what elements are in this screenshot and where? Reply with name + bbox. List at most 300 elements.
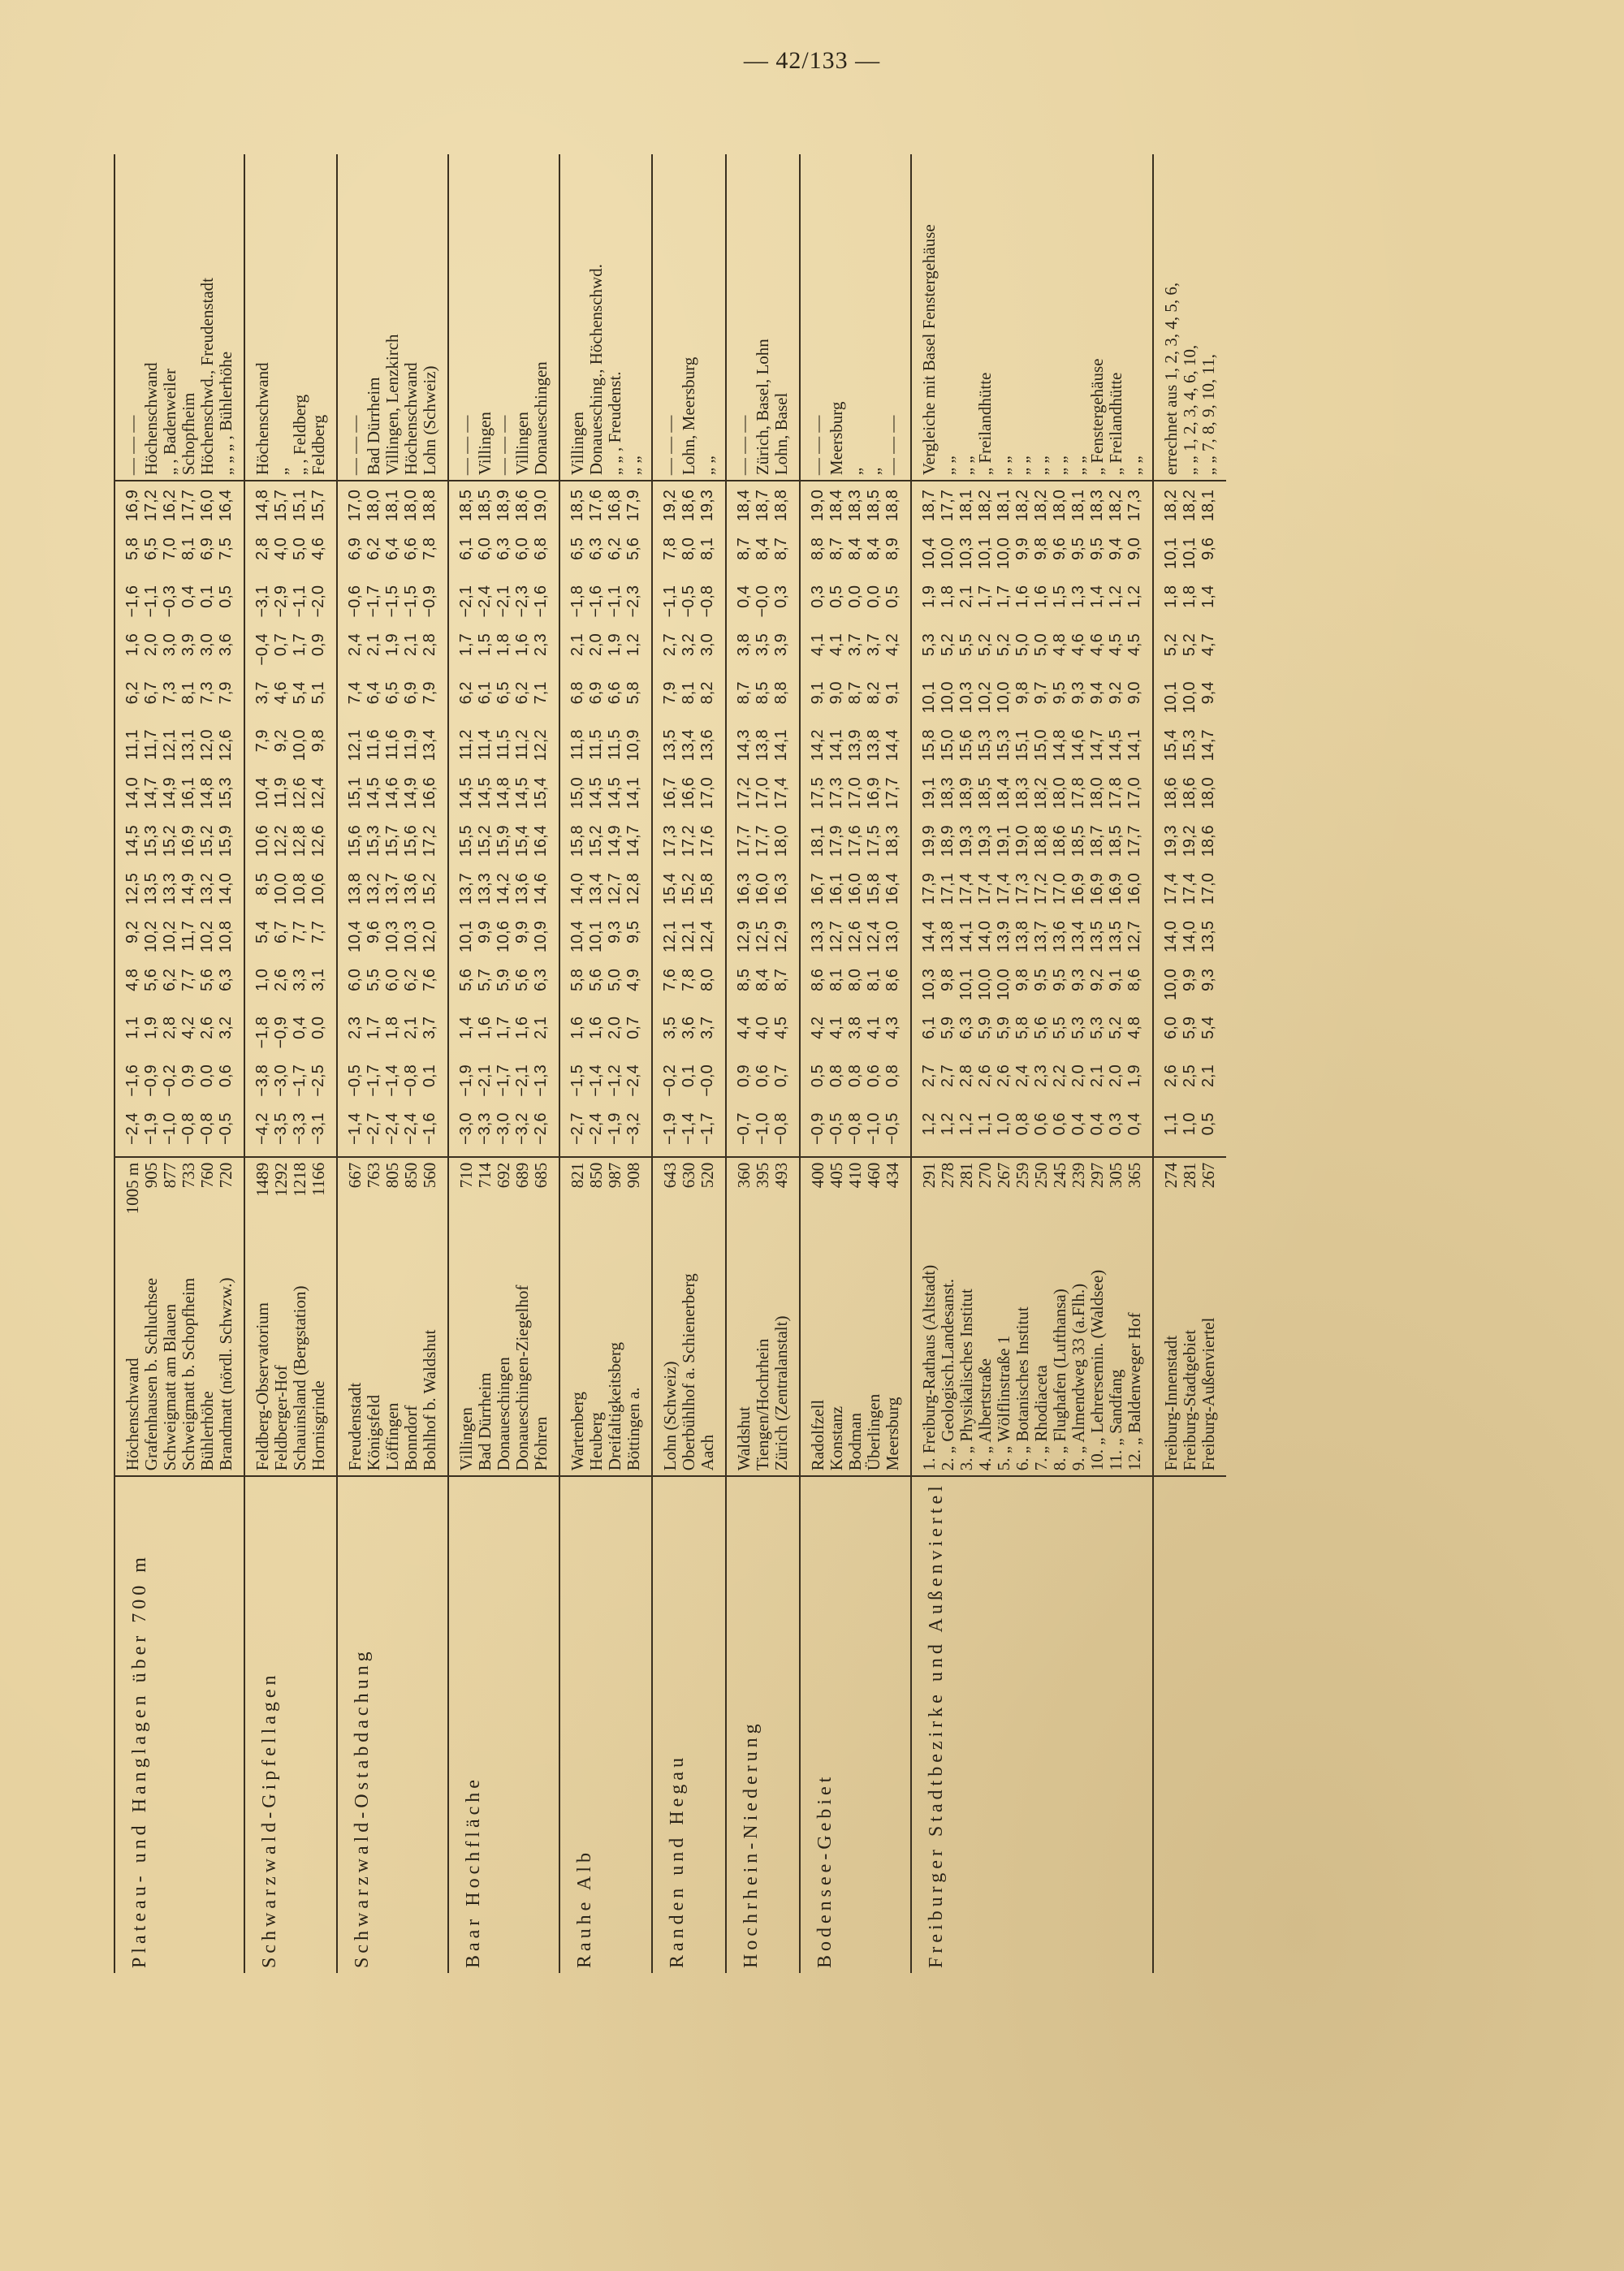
- temperature-value: −0,9: [800, 1108, 827, 1157]
- temperature-value: 12,1: [337, 724, 365, 772]
- temperature-value: 2,7: [911, 1060, 939, 1107]
- temperature-value: 4,1: [800, 628, 827, 676]
- temperature-value: 4,0: [754, 1017, 771, 1039]
- station-name: Brandmatt (nördl. Schwzw.): [216, 1277, 235, 1471]
- station-altitude: 297: [1088, 1157, 1107, 1221]
- temperature-value: 14,5: [114, 820, 142, 868]
- temperature-value: 16,4: [217, 481, 244, 533]
- temperature-value: 15,7: [383, 825, 401, 857]
- temperature-value: 15,0: [559, 772, 587, 820]
- station-altitude: 763: [365, 1157, 383, 1221]
- temperature-value: 0,5: [1199, 1112, 1217, 1136]
- temperature-value: 14,0: [559, 868, 587, 916]
- temperature-value: −0,9: [272, 1017, 290, 1049]
- station-name: Freiburg-Außenviertel: [1199, 1317, 1218, 1471]
- temperature-value: 7,7: [179, 969, 197, 991]
- temperature-value: 16,3: [726, 868, 754, 916]
- temperature-value: 2,1: [532, 1017, 550, 1039]
- temperature-value: 7,6: [652, 964, 680, 1012]
- temperature-value: 0,0: [865, 585, 883, 608]
- temperature-value: 17,7: [754, 825, 771, 857]
- temperature-value: 10,1: [1153, 677, 1181, 725]
- temperature-value: 9,8: [1013, 969, 1031, 991]
- station-altitude: 720: [217, 1157, 244, 1221]
- temperature-value: 8,0: [698, 969, 716, 991]
- temperature-value: 7,8: [680, 969, 698, 991]
- comparison-stations: Villingen: [512, 412, 532, 476]
- table-row: [448, 154, 476, 1973]
- temperature-value: 11,2: [448, 724, 476, 772]
- temperature-value: 15,6: [337, 820, 365, 868]
- temperature-value: 13,6: [1051, 921, 1069, 953]
- station-name: Schweigmatt b. Schopfheim: [179, 1277, 198, 1471]
- temperature-value: 12,2: [272, 825, 290, 857]
- temperature-value: 18,8: [883, 481, 911, 533]
- temperature-value: 19,0: [800, 481, 827, 533]
- station-altitude: 1166: [309, 1157, 337, 1221]
- temperature-value: 8,7: [827, 538, 845, 560]
- temperature-value: 18,6: [1199, 825, 1217, 857]
- temperature-value: 5,5: [365, 969, 382, 991]
- temperature-value: 19,3: [1153, 820, 1181, 868]
- temperature-value: 15,2: [587, 825, 605, 857]
- temperature-value: 18,7: [911, 481, 939, 533]
- comparison-stations: „ „: [1031, 455, 1051, 476]
- temperature-value: 8,0: [680, 538, 698, 560]
- temperature-value: 2,1: [1199, 1064, 1217, 1088]
- temperature-value: −1,1: [291, 585, 309, 618]
- temperature-value: 9,3: [606, 921, 624, 943]
- temperature-value: 14,8: [1051, 729, 1069, 762]
- temperature-value: 6,0: [513, 538, 531, 560]
- station-name: Pfohren: [531, 1416, 551, 1471]
- temperature-value: 13,8: [337, 868, 365, 916]
- rotated-table-container: [114, 154, 1510, 1973]
- temperature-value: 6,2: [161, 969, 179, 991]
- temperature-value: 8,8: [772, 681, 790, 705]
- temperature-value: 2,8: [161, 1017, 179, 1039]
- temperature-value: 2,5: [1181, 1064, 1199, 1088]
- temperature-value: −0,5: [217, 1112, 235, 1146]
- temperature-value: 4,8: [1125, 1017, 1143, 1039]
- temperature-value: 2,1: [365, 633, 382, 657]
- temperature-value: 14,7: [1199, 729, 1217, 762]
- temperature-value: 15,3: [217, 777, 235, 810]
- temperature-value: 13,8: [939, 921, 957, 953]
- temperature-value: 17,2: [680, 825, 698, 857]
- temperature-value: 6,5: [383, 681, 401, 705]
- comparison-stations: Zürich, Basel, Lohn: [753, 339, 772, 476]
- comparison-stations: Höchenschwand: [401, 362, 421, 476]
- temperature-value: 7,0: [161, 538, 179, 560]
- temperature-value: 17,4: [772, 777, 790, 810]
- temperature-value: 6,8: [532, 538, 550, 560]
- temperature-value: 16,9: [1069, 873, 1087, 905]
- temperature-value: 15,0: [1032, 729, 1050, 762]
- temperature-value: 9,5: [1069, 538, 1087, 560]
- temperature-value: 6,6: [402, 538, 420, 560]
- station-name: 11. „ Sandfang: [1106, 1369, 1125, 1471]
- temperature-value: −1,4: [680, 1112, 698, 1146]
- temperature-value: 16,9: [865, 777, 883, 810]
- climate-table-body: [114, 154, 1226, 1973]
- temperature-value: 9,0: [827, 681, 845, 705]
- temperature-value: 10,2: [976, 681, 994, 714]
- temperature-value: 12,2: [532, 729, 550, 762]
- comparison-stations: „ „: [698, 455, 717, 476]
- temperature-value: −1,3: [532, 1064, 550, 1097]
- temperature-value: 18,7: [1088, 825, 1106, 857]
- temperature-value: 14,4: [883, 729, 901, 762]
- temperature-value: 5,0: [291, 538, 309, 560]
- temperature-value: 0,9: [726, 1060, 754, 1107]
- station-name: Tiengen/Hochrhein: [753, 1338, 772, 1471]
- station-altitude: 395: [754, 1157, 772, 1221]
- temperature-value: 6,3: [532, 969, 550, 991]
- temperature-value: 17,5: [865, 825, 883, 857]
- temperature-value: 0,0: [198, 1064, 216, 1088]
- station-altitude: 278: [939, 1157, 957, 1221]
- temperature-value: 8,4: [865, 538, 883, 560]
- temperature-value: −2,6: [532, 1112, 550, 1146]
- temperature-value: −2,4: [476, 585, 494, 618]
- temperature-value: −2,1: [513, 1064, 531, 1097]
- station-name: Schauinsland (Bergstation): [290, 1285, 309, 1471]
- station-name: Freiburg-Innenstadt: [1153, 1221, 1181, 1476]
- temperature-value: 13,9: [995, 921, 1013, 953]
- temperature-value: 8,8: [800, 533, 827, 581]
- temperature-value: 5,4: [244, 916, 272, 964]
- temperature-value: 18,5: [476, 481, 495, 533]
- temperature-value: 10,0: [939, 681, 957, 714]
- temperature-value: 10,1: [448, 916, 476, 964]
- temperature-value: 10,6: [309, 873, 327, 905]
- temperature-value: −1,6: [114, 1060, 142, 1107]
- temperature-value: 2,0: [587, 633, 605, 657]
- temperature-value: 8,1: [680, 681, 698, 705]
- temperature-value: 0,7: [272, 633, 290, 657]
- page-number-header: — 42/133 —: [743, 47, 881, 74]
- temperature-value: 12,4: [865, 921, 883, 953]
- temperature-value: 16,9: [179, 825, 197, 857]
- comparison-stations: „ „ 7, 8, 9, 10, 11,: [1199, 354, 1218, 476]
- temperature-value: 9,9: [1013, 538, 1031, 560]
- temperature-value: 19,3: [957, 825, 975, 857]
- temperature-value: 9,2: [1107, 681, 1125, 705]
- temperature-value: 15,2: [198, 825, 216, 857]
- temperature-value: 16,3: [772, 873, 790, 905]
- temperature-value: 17,7: [883, 777, 901, 810]
- temperature-value: 4,4: [726, 1012, 754, 1060]
- temperature-value: 13,3: [800, 916, 827, 964]
- temperature-value: 16,4: [532, 825, 550, 857]
- temperature-value: 5,6: [587, 969, 605, 991]
- comparison-stations: „ „: [1069, 455, 1088, 476]
- temperature-value: 13,2: [365, 873, 382, 905]
- temperature-value: −1,0: [865, 1112, 883, 1146]
- temperature-value: −0,5: [883, 1112, 901, 1146]
- temperature-value: 1,6: [587, 1017, 605, 1039]
- temperature-value: 0,5: [217, 585, 235, 608]
- temperature-value: 3,7: [421, 1017, 438, 1039]
- station-altitude: 405: [827, 1157, 846, 1221]
- temperature-value: 5,4: [1199, 1017, 1217, 1039]
- temperature-value: 17,2: [142, 481, 161, 533]
- comparison-stations: „ Freilandhütte: [975, 372, 995, 476]
- temperature-value: −2,7: [365, 1112, 382, 1146]
- temperature-value: 13,8: [865, 729, 883, 762]
- temperature-value: 6,3: [957, 1017, 975, 1039]
- table-row: [726, 154, 754, 1973]
- temperature-value: 13,5: [1107, 921, 1125, 953]
- temperature-value: 8,1: [179, 538, 197, 560]
- temperature-value: 8,4: [754, 538, 771, 560]
- temperature-value: 8,4: [846, 538, 864, 560]
- temperature-value: 15,1: [291, 481, 309, 533]
- temperature-value: 4,5: [1107, 633, 1125, 657]
- station-altitude: 1218: [291, 1157, 309, 1221]
- temperature-value: −1,7: [365, 1064, 382, 1097]
- temperature-value: 10,3: [402, 921, 420, 953]
- temperature-value: 9,7: [1032, 681, 1050, 705]
- temperature-value: −1,7: [291, 1064, 309, 1097]
- station-altitude: 360: [726, 1157, 754, 1221]
- temperature-value: 9,6: [365, 921, 382, 943]
- station-name: Feldberger-Hof: [271, 1365, 291, 1471]
- temperature-value: 0,8: [883, 1064, 901, 1088]
- comparison-stations: „ „: [938, 455, 957, 476]
- temperature-value: 6,1: [911, 1012, 939, 1060]
- temperature-value: 18,5: [865, 481, 883, 533]
- temperature-value: 5,8: [624, 681, 642, 705]
- temperature-value: 18,9: [495, 481, 513, 533]
- temperature-value: 7,9: [652, 677, 680, 725]
- station-name: Feldberg-Observatorium: [244, 1221, 272, 1476]
- temperature-value: 18,7: [754, 481, 772, 533]
- temperature-value: 0,8: [846, 1064, 864, 1088]
- temperature-value: 19,1: [995, 825, 1013, 857]
- temperature-value: 2,8: [421, 633, 438, 657]
- temperature-value: 5,5: [957, 633, 975, 657]
- station-altitude: 805: [383, 1157, 402, 1221]
- temperature-value: 18,5: [559, 481, 587, 533]
- temperature-value: 10,9: [532, 921, 550, 953]
- temperature-value: 9,5: [1088, 538, 1106, 560]
- temperature-value: 3,7: [865, 633, 883, 657]
- station-altitude: 987: [606, 1157, 624, 1221]
- station-name: Waldshut: [726, 1221, 754, 1476]
- temperature-value: 5,1: [309, 681, 327, 705]
- temperature-value: 3,6: [680, 1017, 698, 1039]
- temperature-value: 1,0: [1181, 1112, 1199, 1136]
- region-label: Bodensee-Gebiet: [800, 1476, 911, 1973]
- comparison-stations: „ „: [1050, 455, 1069, 476]
- temperature-value: 5,4: [291, 681, 309, 705]
- temperature-value: 0,6: [217, 1064, 235, 1088]
- temperature-value: 9,4: [1107, 538, 1125, 560]
- temperature-value: 1,7: [976, 585, 994, 608]
- temperature-value: 8,7: [772, 969, 790, 991]
- temperature-value: 1,6: [1032, 585, 1050, 608]
- temperature-value: 7,5: [217, 538, 235, 560]
- temperature-value: 9,2: [1088, 969, 1106, 991]
- temperature-value: 0,3: [800, 581, 827, 628]
- temperature-value: 11,5: [587, 729, 605, 760]
- temperature-value: 1,0: [244, 964, 272, 1012]
- temperature-value: 10,8: [217, 921, 235, 953]
- temperature-value: 10,3: [957, 538, 975, 570]
- temperature-value: 9,5: [624, 921, 642, 943]
- temperature-value: 9,8: [939, 969, 957, 991]
- temperature-value: 11,7: [179, 921, 197, 952]
- temperature-value: 13,0: [883, 921, 901, 953]
- temperature-value: −0,8: [198, 1112, 216, 1146]
- temperature-value: 8,2: [865, 681, 883, 705]
- temperature-value: 5,0: [1032, 633, 1050, 657]
- temperature-value: 10,0: [272, 873, 290, 905]
- temperature-value: 3,7: [846, 633, 864, 657]
- comparison-stations: Donaueschingen: [531, 361, 551, 476]
- comparison-stations: — — —: [800, 154, 827, 481]
- temperature-value: 15,1: [1013, 729, 1031, 762]
- station-name: 9. „ Almendweg 33 (a.Flh.): [1069, 1283, 1088, 1471]
- temperature-value: −1,8: [244, 1012, 272, 1060]
- temperature-value: 15,3: [1181, 729, 1199, 762]
- temperature-value: 1,3: [1069, 585, 1087, 608]
- comparison-stations: — — —: [652, 154, 680, 481]
- temperature-value: 2,8: [244, 533, 272, 581]
- temperature-value: 18,0: [1199, 777, 1217, 810]
- region-label: [1153, 1476, 1226, 1973]
- temperature-value: 14,7: [1088, 729, 1106, 762]
- temperature-value: −0,9: [142, 1064, 160, 1097]
- temperature-value: −2,1: [476, 1064, 494, 1097]
- station-altitude: 281: [1181, 1157, 1199, 1221]
- temperature-value: 17,8: [1069, 777, 1087, 810]
- temperature-value: 19,2: [652, 481, 680, 533]
- temperature-value: 0,8: [1013, 1112, 1031, 1136]
- station-name: Schweigmatt am Blauen: [160, 1303, 179, 1471]
- temperature-value: 2,1: [957, 585, 975, 608]
- station-altitude: 821: [559, 1157, 587, 1221]
- temperature-value: 10,1: [957, 969, 975, 1001]
- temperature-value: 1,7: [995, 585, 1013, 608]
- temperature-value: 14,8: [495, 777, 512, 810]
- temperature-value: −1,5: [559, 1060, 587, 1107]
- temperature-value: 3,5: [652, 1012, 680, 1060]
- temperature-value: 15,6: [957, 729, 975, 762]
- temperature-value: 14,2: [800, 724, 827, 772]
- temperature-value: 9,9: [513, 921, 531, 943]
- temperature-value: −2,7: [559, 1108, 587, 1157]
- region-label: Freiburger Stadtbezirke und Außenviertel: [911, 1476, 1153, 1973]
- temperature-value: 15,2: [680, 873, 698, 905]
- temperature-value: −0,5: [680, 585, 698, 618]
- temperature-value: 17,5: [800, 772, 827, 820]
- station-altitude: 560: [421, 1157, 448, 1221]
- temperature-value: 6,7: [272, 921, 290, 943]
- station-name: Meersburg: [883, 1397, 902, 1471]
- temperature-value: −2,4: [587, 1112, 605, 1146]
- temperature-value: 7,4: [337, 677, 365, 725]
- temperature-value: 12,4: [698, 921, 716, 953]
- temperature-value: 18,5: [1069, 825, 1087, 857]
- temperature-value: 2,0: [1069, 1064, 1087, 1088]
- temperature-value: 14,9: [402, 777, 420, 810]
- temperature-value: 0,6: [754, 1064, 771, 1088]
- temperature-value: 15,2: [476, 825, 494, 857]
- temperature-value: 8,5: [754, 681, 771, 705]
- temperature-value: −0,7: [726, 1108, 754, 1157]
- temperature-value: 4,2: [800, 1012, 827, 1060]
- station-name: Bonndorf: [401, 1405, 421, 1471]
- temperature-value: 17,0: [1125, 777, 1143, 810]
- temperature-value: 15,4: [652, 868, 680, 916]
- temperature-value: 0,4: [726, 581, 754, 628]
- temperature-value: 9,4: [1088, 681, 1106, 705]
- comparison-stations: „ „ „ , Bühlerhöhe: [216, 351, 235, 476]
- temperature-value: 18,6: [1181, 777, 1199, 810]
- temperature-value: 10,0: [1181, 681, 1199, 714]
- temperature-value: 3,3: [291, 969, 309, 991]
- temperature-value: 1,5: [1051, 585, 1069, 608]
- temperature-value: 3,9: [772, 633, 790, 657]
- temperature-value: 4,8: [114, 964, 142, 1012]
- temperature-value: 18,0: [402, 481, 421, 533]
- temperature-value: 1,9: [1125, 1064, 1143, 1088]
- temperature-value: 3,6: [217, 633, 235, 657]
- temperature-value: 13,4: [587, 873, 605, 905]
- temperature-value: 0,4: [291, 1017, 309, 1039]
- temperature-value: 1,4: [1199, 585, 1217, 608]
- temperature-value: 17,4: [957, 873, 975, 905]
- temperature-value: 18,2: [1181, 481, 1199, 533]
- station-name: Königsfeld: [364, 1394, 383, 1471]
- temperature-value: 17,0: [337, 481, 365, 533]
- temperature-value: −0,5: [337, 1060, 365, 1107]
- temperature-value: −0,2: [161, 1064, 179, 1097]
- temperature-value: 8,5: [726, 964, 754, 1012]
- station-name: 1. Freiburg-Rathaus (Altstadt): [911, 1221, 939, 1476]
- temperature-value: 15,7: [272, 481, 291, 533]
- temperature-value: 9,6: [1199, 538, 1217, 560]
- temperature-value: 5,2: [995, 633, 1013, 657]
- temperature-value: 11,2: [513, 729, 531, 760]
- temperature-value: 5,6: [448, 964, 476, 1012]
- temperature-value: 16,4: [883, 873, 901, 905]
- temperature-value: −1,6: [587, 585, 605, 618]
- temperature-value: 18,1: [995, 481, 1013, 533]
- temperature-value: 3,7: [244, 677, 272, 725]
- station-name: 4. „ Albertstraße: [975, 1358, 995, 1471]
- temperature-value: −1,5: [383, 585, 401, 618]
- station-altitude: 274: [1153, 1157, 1181, 1221]
- temperature-value: 5,0: [1013, 633, 1031, 657]
- temperature-value: 12,6: [846, 921, 864, 953]
- temperature-value: 10,1: [587, 921, 605, 953]
- temperature-value: 10,3: [383, 921, 401, 953]
- temperature-value: 0,1: [680, 1064, 698, 1088]
- comparison-stations: — — —: [448, 154, 476, 481]
- temperature-value: 17,7: [1125, 825, 1143, 857]
- table-row: [652, 154, 680, 1973]
- temperature-value: 5,5: [1051, 1017, 1069, 1039]
- station-altitude: 685: [532, 1157, 559, 1221]
- temperature-value: 9,1: [800, 677, 827, 725]
- station-altitude: 710: [448, 1157, 476, 1221]
- station-altitude: 689: [513, 1157, 532, 1221]
- comparison-stations: „: [271, 467, 291, 476]
